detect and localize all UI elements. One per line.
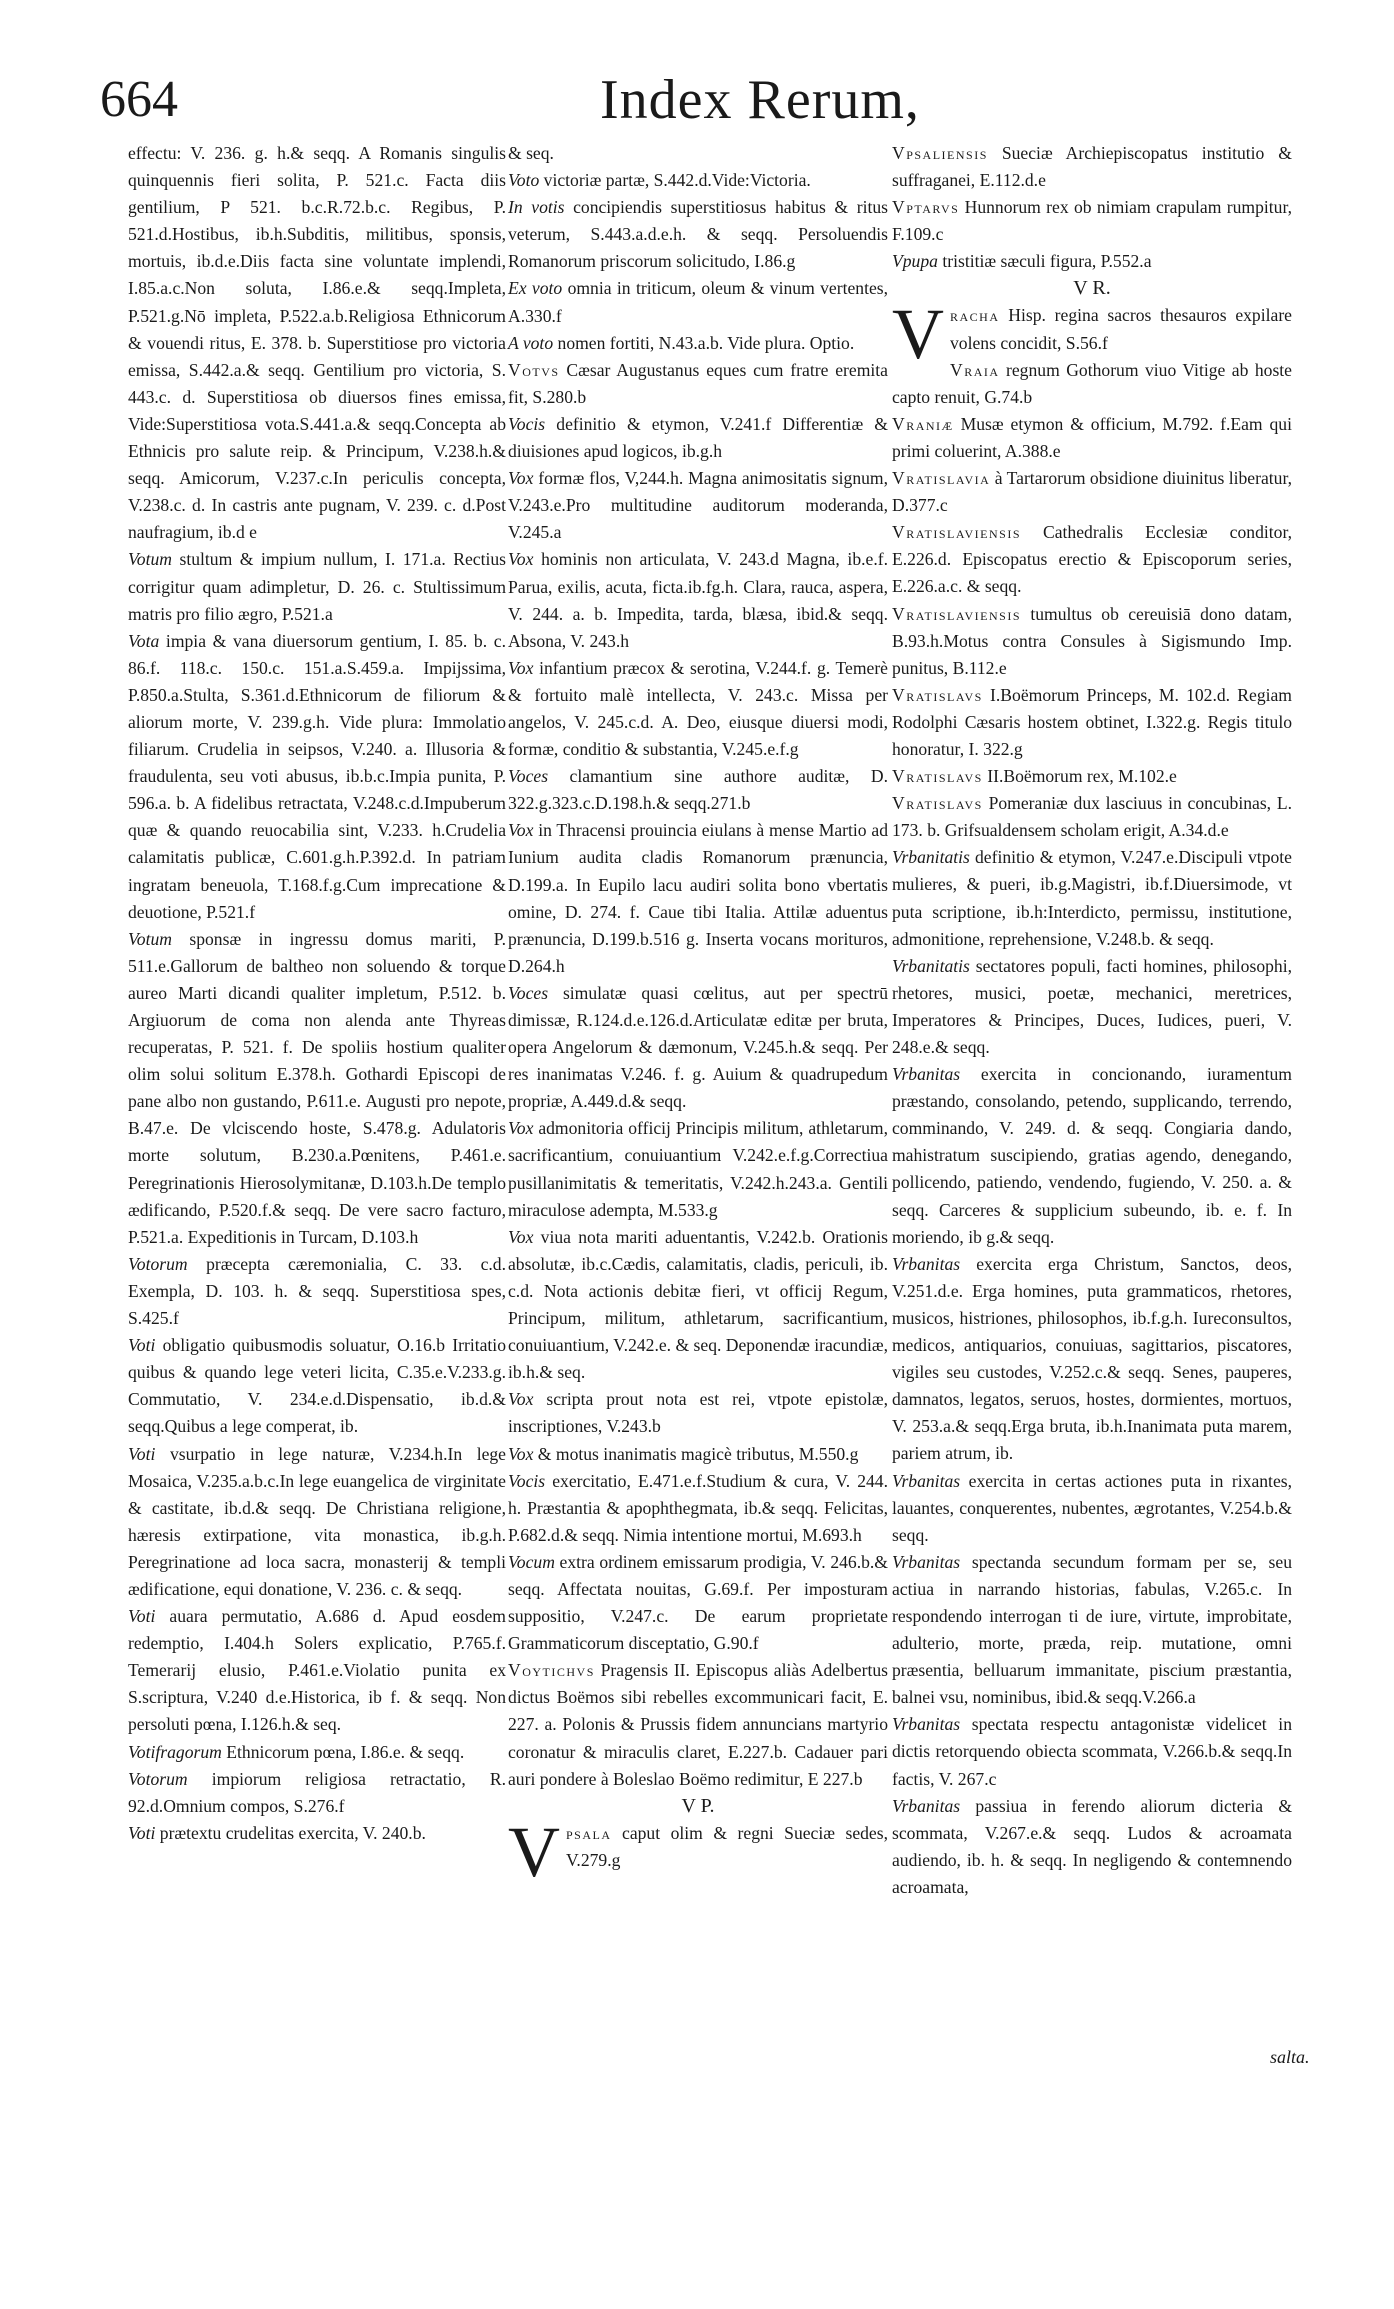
- entry-text: exercita in certas actiones puta in rixantes, lauantes, conquerentes, nubentes, ægrotantes, V.254.b.& seqq.: [892, 1470, 1292, 1545]
- index-entry: [508, 1549, 888, 1657]
- index-entry: [508, 330, 888, 357]
- index-entry: [892, 790, 1292, 844]
- entry-text: vsurpatio in lege naturæ, V.234.h.In lege Mosaica, V.235.a.b.c.In lege euangelica de virginitate & castitate, ib.d.& seqq. De Christiana religione, hæresis extirpatione, vita monastica, ib.g.h. Peregrinatione ad loca sacra, monasterij & templi ædificatione, equi donatione, V. 236. c. & seqq.: [128, 1443, 506, 1599]
- entry-text: in Thracensi prouincia eiulans à mense Martio ad Iunium audita cladis Romanorum prænuncia, D.199.a. In Eupilo lacu audiri solita bono vbertatis omine, D. 274. f. Caue tibi Italia. Attilæ aduentus prænuncia, D.199.b.516 g. Inserta vocans morituros, D.264.h: [508, 820, 888, 976]
- entry-headword: Voti: [128, 1606, 156, 1627]
- entry-text: II.Boëmorum rex, M.102.e: [982, 766, 1177, 787]
- entry-text: passiua in ferendo aliorum dicteria & scommata, V.267.e.& seqq. Ludos & acroamata audiendo, ib. h. & seqq. In negligendo & contemnendo acroamata,: [892, 1795, 1292, 1897]
- entry-text: Hunnorum rex ob nimiam crapulam rumpitur, F.109.c: [892, 197, 1292, 245]
- entry-headword: Vrbanitas: [892, 1253, 961, 1274]
- entry-text: Sueciæ Archiepiscopatus institutio & suffraganei, E.112.d.e: [892, 143, 1292, 191]
- index-entry-vpsala: [508, 1811, 888, 1892]
- entry-text: I.Boëmorum Princeps, M. 102.d. Regiam Rodolphi Cæsaris hostem obtinet, I.322.g. Regis titulo honoratur, I. 322.g: [892, 684, 1292, 759]
- entry-text: impia & vana diuersorum gentium, I. 85. b. c. 86.f. 118.c. 150.c. 151.a.S.459.a. Impijssima, P.850.a.Stulta, S.361.d.Ethnicorum de filiorum & aliorum morte, V. 239.g.h. Vide plura: Immolatio filiarum. Crudelia in seipsos, V.240. a. Illusoria & fraudulenta, seu voti abusus, ib.b.c.Impia punita, P. 596.a. b. A fidelibus retractata, V.248.c.d.Impuberum quæ & quando reuocabilia sint, V.233. h.Crudelia calamitatis publicæ, C.601.g.h.P.392.d. In patriam ingratam beneuola, T.168.f.g.Cum imprecatione & deuotione, P.521.f: [128, 630, 506, 922]
- entry-headword: Vox: [508, 468, 534, 489]
- entry-text: & seq.: [508, 143, 554, 163]
- entry-headword: psala: [566, 1822, 612, 1843]
- entry-text: definitio & etymon, V.247.e.Discipuli vtpote mulieres, & pueri, ib.g.Magistri, ib.f.Diuersimode, vt puta scriptione, ib.h:Interdicto, permissu, institutione, admonitione, reprehensione, V.248.b. & seqq.: [892, 847, 1292, 949]
- entry-headword: Vrbanitatis: [892, 955, 970, 976]
- entry-text: sponsæ in ingressu domus mariti, P. 511.e.Gallorum de baltheo non soluendo & torque aureo Marti dicandi qualiter impletum, P.512. b. Argiuorum de coma non alenda ante Thyreas recuperatas, P. 521. f. De spoliis hostium qualiter olim solui solitum E.378.h. Gothardi Episcopi de pane albo non gustando, P.611.e. Augusti pro nepote, B.47.e. De vlciscendo hoste, S.478.g. Adulatoris morte solutum, B.230.a.Pœnitens, P.461.e. Peregrinationis Hierosolymitanæ, D.103.h.De templo ædificando, P.520.f.& seqq. De vere sacro facturo, P.521.a. Expeditionis in Turcam, D.103.h: [128, 928, 506, 1247]
- entry-text: Hisp. regina sacros thesauros expilare volens concidit, S.56.f: [950, 305, 1292, 353]
- entry-text: Ethnicorum pœna, I.86.e. & seqq.: [221, 1741, 465, 1762]
- entry-text: definitio & etymon, V.241.f Differentiæ & diuisiones apud logicos, ib.g.h: [508, 413, 888, 462]
- entry-text: extra ordinem emissarum prodigia, V. 246.b.& seqq. Affectata nouitas, G.69.f. Per imposturam suppositio, V.247.c. De earum proprietate Grammaticorum disceptatio, G.90.f: [508, 1551, 888, 1654]
- entry-headword: Vrbanitas: [892, 1064, 961, 1085]
- entry-text: Pragensis II. Episcopus aliàs Adelbertus dictus Boëmos sibi rebelles excommunicari facit, E. 227. a. Polonis & Prussis fidem annuncians martyrio coronatur & miraculis claret, E.227.b. Cadauer pari auri pondere à Boleslao Boëmo redimitur, E 227.b: [508, 1660, 888, 1789]
- index-entry: [508, 275, 888, 329]
- entry-text: formæ flos, V,244.h. Magna animositatis signum, V.243.e.Pro multitudine auditorum moderanda, V.245.a: [508, 468, 888, 543]
- index-entry: [128, 1441, 506, 1604]
- index-entry: [508, 167, 888, 194]
- entry-text: præcepta cæremonialia, C. 33. c.d. Exempla, D. 103. h. & seqq. Superstitiosa spes, S.425.f: [128, 1253, 506, 1329]
- entry-headword: Votum: [128, 549, 172, 570]
- entry-text: effectu: V. 236. g. h.& seqq. A Romanis singulis quinquennis fieri solita, P. 521.c. Facta diis gentilium, P 521. b.c.R.72.b.c. Regibus, P. 521.d.Hostibus, ib.h.Subditis, militibus, sponsis, mortuis, ib.d.e.Diis facta sine voluntate implendi, I.85.a.c.Non soluta, I.86.e.& seqq.Impleta, P.521.g.Nō impleta, P.522.a.b.Religiosa Ethnicorum & vouendi ritus, E. 378. b. Superstitiose pro victoria emissa, S.442.a.& seqq. Gentilium pro victoria, S. 443.c. d. Superstitiosa ob diuersos fines emissa, Vide:Superstitiosa vota.S.441.a.& seqq.Concepta ab Ethnicis pro salute reip. & Principum, V.238.h.& seqq. Amicorum, V.237.c.In periculis concepta, V.238.c. d. In castris ante pugnam, V. 239. c. d.Post naufragium, ib.d e: [128, 143, 506, 543]
- entry-text: exercita erga Christum, Sanctos, deos, V.251.d.e. Erga homines, puta grammaticos, rhetores, musicos, histriones, philosophos, ib.f.g.h. Iureconsultos, medicos, antiquarios, conuiuas, sagittarios, piscatores, vigiles seu custodes, V.252.c.& seqq. Senes, pauperes, damnatos, legatos, seruos, hostes, dormientes, mortuos, V. 253.a.& seqq.Erga bruta, ib.h.Inanimata puta marem, pariem atrum, ib.: [892, 1253, 1292, 1464]
- entry-headword: Vocis: [508, 413, 546, 434]
- entry-text: prætextu crudelitas exercita, V. 240.b.: [155, 1822, 426, 1843]
- entry-text: regnum Gothorum viuo Vitige ab hoste capto renuit, G.74.b: [892, 359, 1292, 407]
- entry-headword: Voces: [508, 766, 549, 787]
- column-left: [128, 140, 506, 1847]
- column-right-entries-vp: [892, 140, 1292, 275]
- entry-headword: Votorum: [128, 1253, 188, 1274]
- index-entry: [508, 140, 888, 167]
- entry-text: à Tartarorum obsidione diuinitus liberatur, D.377.c: [892, 468, 1292, 516]
- entry-text: Cæsar Augustanus eques cum fratre eremita fit, S.280.b: [508, 359, 888, 407]
- index-entry: [128, 1332, 506, 1440]
- index-entry: [508, 655, 888, 763]
- entry-headword: Votvs: [508, 359, 560, 380]
- index-entry: [892, 519, 1292, 600]
- index-entry: [128, 546, 506, 627]
- catchword: salta.: [1270, 2047, 1310, 2067]
- column-middle: [508, 140, 889, 1892]
- entry-headword: Vrbanitas: [892, 1470, 961, 1491]
- index-entry: [892, 140, 1292, 194]
- index-entry: [508, 1468, 888, 1549]
- entry-text: tumultus ob cereuisiā dono datam, B.93.h.Motus contra Consules à Sigismundo Imp. punitus, B.112.e: [892, 603, 1292, 678]
- entry-headword: Voto: [508, 170, 540, 191]
- entry-text: spectanda secundum formam per se, seu actiua in narrando historias, fabulas, V.265.c. In respondendo interrogan ti de iure, virtute, improbitate, adulterio, morte, præda, reip. mutatione, omni præsentia, belluarum immanitate, piscium præstantia, balnei vsu, nominibus, ibid.& seqq.V.266.a: [892, 1551, 1292, 1708]
- index-entry: [892, 763, 1292, 790]
- index-entry: [128, 628, 506, 926]
- entry-text: stultum & impium nullum, I. 171.a. Rectius corrigitur quam adimpletur, D. 26. c. Stultissimum matris pro filio ægro, P.521.a: [128, 549, 506, 624]
- entry-text: caput olim & regni Sueciæ sedes, V.279.g: [566, 1822, 888, 1870]
- index-entry: [892, 682, 1292, 763]
- entry-headword: Voti: [128, 1443, 156, 1464]
- index-entry: [892, 1061, 1292, 1251]
- entry-text: auara permutatio, A.686 d. Apud eosdem redemptio, I.404.h Solers explicatio, P.765.f. Temerarij elusio, P.461.e.Violatio punita ex S.scriptura, V.240 d.e.Historica, ib f. & seqq. Non persoluti pœna, I.126.h.& seq.: [128, 1606, 506, 1735]
- entry-text: viua nota mariti aduentantis, V.242.b. Orationis absolutæ, ib.c.Cædis, calamitatis, cladis, periculi, ib. c.d. Nota actionis debitæ fieri, vt officij Regum, Principum, militum, athletarum, sacrificantium, conuiuantium, V.242.e. & seq. Deponendæ iracundiæ, ib.h.& seq.: [508, 1226, 889, 1383]
- index-entry: [508, 465, 888, 546]
- entry-text: exercita in concionando, iuramentum præstando, consolando, petendo, supplicando, terrendo, comminando, V. 249. d. & seqq. Congiaria dando, mahistratum suscipiendo, gratias agendo, denegando, pollicendo, patiendo, vendendo, fugiendo, V. 250. a. & seqq. Carceres & supplicium subeundo, ib. e. f. In moriendo, ib g.& seqq.: [892, 1064, 1292, 1247]
- index-entry: [128, 1766, 506, 1820]
- entry-headword: racha: [950, 305, 1000, 326]
- entry-text: spectata respectu antagonistæ videlicet in dictis retorquendo obiecta scommata, V.266.b.& seqq.In factis, V. 267.c: [892, 1714, 1292, 1789]
- column-right-entries-vr: [892, 357, 1292, 1901]
- entry-text: Cathedralis Ecclesiæ conditor, E.226.d. Episcopatus erectio & Episcoporum series, E.226.a.c. & seqq.: [892, 522, 1292, 597]
- drop-cap: V: [892, 294, 944, 375]
- entry-headword: Voti: [128, 1335, 156, 1356]
- index-entry: [508, 817, 888, 980]
- entry-text: sectatores populi, facti homines, philosophi, rhetores, musici, poetæ, mechanici, meretrices, Imperatores & Principes, Duces, Iudices, pueri, V. 248.e.& seqq.: [892, 955, 1292, 1057]
- index-entry: [508, 763, 888, 817]
- entry-headword: Vptarvs: [892, 197, 960, 218]
- index-entry: [508, 1441, 888, 1468]
- index-entry: [508, 411, 888, 465]
- entry-text: infantium præcox & serotina, V.244.f. g. Temerè & fortuito malè intellecta, V. 243.c. Missa per angelos, V. 245.c.d. A. Deo, eiusque diuersi modi, formæ, conditio & substantia, V.245.e.f.g: [508, 657, 888, 760]
- index-entry: [128, 1603, 506, 1738]
- entry-text: impiorum religiosa retractatio, R. 92.d.Omnium compos, S.276.f: [128, 1768, 506, 1816]
- entry-headword: Voces: [508, 982, 549, 1003]
- index-entry: [508, 357, 888, 411]
- entry-headword: Ex voto: [508, 278, 563, 299]
- entry-headword: Vratislavs: [892, 684, 983, 705]
- entry-headword: Vratislavia: [892, 468, 991, 489]
- entry-headword: Vox: [508, 657, 534, 678]
- entry-headword: Votorum: [128, 1768, 188, 1789]
- index-entry: [892, 844, 1292, 952]
- entry-headword: Votum: [128, 928, 172, 949]
- index-entry: [892, 1549, 1292, 1712]
- entry-headword: Votifragorum: [128, 1741, 222, 1762]
- entry-headword: Voti: [128, 1822, 156, 1843]
- index-entry: [892, 465, 1292, 519]
- entry-text: obligatio quibusmodis soluatur, O.16.b Irritatio quibus & quando lege veteri licita, C.35.e.V.233.g. Commutatio, V. 234.e.d.Dispensatio, ib.d.& seqq.Quibus a lege comperat, ib.: [128, 1335, 506, 1437]
- entry-headword: Vrbanitas: [892, 1795, 961, 1816]
- entry-headword: Vpsaliensis: [892, 143, 988, 163]
- index-entry: [508, 1224, 888, 1387]
- index-entry: [508, 1657, 888, 1792]
- index-entry: [892, 1251, 1292, 1468]
- entry-text: Musæ etymon & officium, M.792. f.Eam qui primi coluerint, A.388.e: [892, 413, 1292, 461]
- entry-headword: Vratislavs: [892, 766, 983, 787]
- column-right: [892, 140, 1292, 1901]
- entry-text: & motus inanimatis magicè tributus, M.550.g: [533, 1443, 859, 1464]
- index-entry: [892, 194, 1292, 248]
- entry-headword: Vocum: [508, 1551, 555, 1572]
- running-title: Index Rerum,: [600, 69, 920, 131]
- entry-headword: Vota: [128, 630, 160, 651]
- index-entry: [892, 601, 1292, 682]
- index-entry: [892, 953, 1292, 1061]
- page-header: [100, 70, 1300, 140]
- entry-headword: Vrbanitas: [892, 1551, 961, 1572]
- entry-text: clamantium sine authore auditæ, D. 322.g.323.c.D.198.h.& seqq.271.b: [508, 766, 888, 814]
- entry-text: Pomeraniæ dux lasciuus in concubinas, L. 173. b. Grifsualdensem scholam erigit, A.34.d.e: [892, 793, 1292, 841]
- index-entry: [508, 1115, 888, 1223]
- entry-headword: Vratislaviensis: [892, 522, 1021, 543]
- entry-text: simulatæ quasi cœlitus, aut per spectrū dimissæ, R.124.d.e.126.d.Articulatæ editæ per bruta, opera Angelorum & dæmonum, V.245.h.& seqq. Per res inanimatas V.246. f. g. Auium & quadrupedum propriæ, A.449.d.& seqq.: [508, 982, 888, 1112]
- index-entry: [508, 194, 888, 275]
- page-number: 664: [100, 71, 178, 128]
- entry-headword: Vox: [508, 1389, 534, 1410]
- index-entry: [508, 546, 888, 654]
- entry-text: concipiendis superstitiosus habitus & ritus veterum, S.443.a.d.e.h. & seqq. Persoluendis Romanorum priscorum solicitudo, I.86.g: [508, 197, 888, 272]
- entry-headword: Vox: [508, 1118, 534, 1139]
- index-entry: [892, 248, 1292, 275]
- index-entry: [128, 1251, 506, 1332]
- index-entry: [508, 980, 888, 1115]
- index-entry: [128, 1739, 506, 1766]
- entry-headword: In votis: [508, 197, 565, 218]
- index-entry: [508, 1386, 888, 1440]
- index-entry: [128, 140, 506, 546]
- entry-headword: Vrbanitatis: [892, 847, 970, 868]
- entry-headword: Vrbanitas: [892, 1714, 961, 1735]
- entry-headword: A voto: [508, 332, 554, 353]
- index-entry: [892, 1468, 1292, 1549]
- index-entry: [892, 411, 1292, 465]
- entry-headword: Vox: [508, 1226, 534, 1247]
- index-entry: [892, 1793, 1292, 1901]
- entry-text: exercitatio, E.471.e.f.Studium & cura, V. 244. h. Præstantia & apophthegmata, ib.& seqq. Felicitas, P.682.d.& seqq. Nimia intentione mortui, M.693.h: [508, 1470, 888, 1545]
- section-heading-vr: V R.: [1073, 277, 1111, 300]
- entry-text: tristitiæ sæculi figura, P.552.a: [937, 251, 1152, 272]
- entry-headword: Vpupa: [892, 251, 938, 272]
- entry-headword: Vraia: [950, 359, 1000, 380]
- entry-headword: Vratislavs: [892, 793, 983, 814]
- entry-headword: Vraniæ: [892, 413, 954, 434]
- section-heading-vp: V P.: [681, 1794, 715, 1817]
- entry-text: victoriæ partæ, S.442.d.Vide:Victoria.: [539, 170, 811, 191]
- index-entry: [892, 1711, 1292, 1792]
- entry-text: scripta prout nota est rei, vtpote epistolæ, inscriptiones, V.243.b: [508, 1389, 888, 1437]
- column-middle-entries: [508, 140, 888, 1793]
- index-entry: [128, 926, 506, 1251]
- entry-headword: Vox: [508, 1443, 534, 1464]
- entry-headword: Vox: [508, 549, 534, 570]
- entry-text: omnia in triticum, oleum & vinum vertentes, A.330.f: [508, 278, 889, 326]
- entry-headword: Voytichvs: [508, 1660, 595, 1681]
- index-entry: [128, 1820, 506, 1847]
- entry-text: hominis non articulata, V. 243.d Magna, ib.e.f. Parua, exilis, acuta, ficta.ib.fg.h. Clara, rauca, aspera, V. 244. a. b. Impedita, tarda, blæsa, ibid.& seqq. Absona, V. 243.h: [508, 549, 888, 651]
- entry-headword: Vox: [508, 820, 534, 841]
- drop-cap: V: [508, 1811, 560, 1892]
- entry-text: nomen fortiti, N.43.a.b. Vide plura. Optio.: [553, 332, 855, 353]
- index-entry: [892, 357, 1292, 411]
- entry-headword: Vocis: [508, 1470, 546, 1491]
- entry-text: admonitoria officij Principis militum, athletarum, sacrificantium, conuiuantium V.242.e.f.g.Correctiua pusillanimitatis & temeritatis, V.242.h.243.a. Gentili miraculose adempta, M.533.g: [508, 1118, 888, 1220]
- entry-headword: Vratislaviensis: [892, 603, 1021, 624]
